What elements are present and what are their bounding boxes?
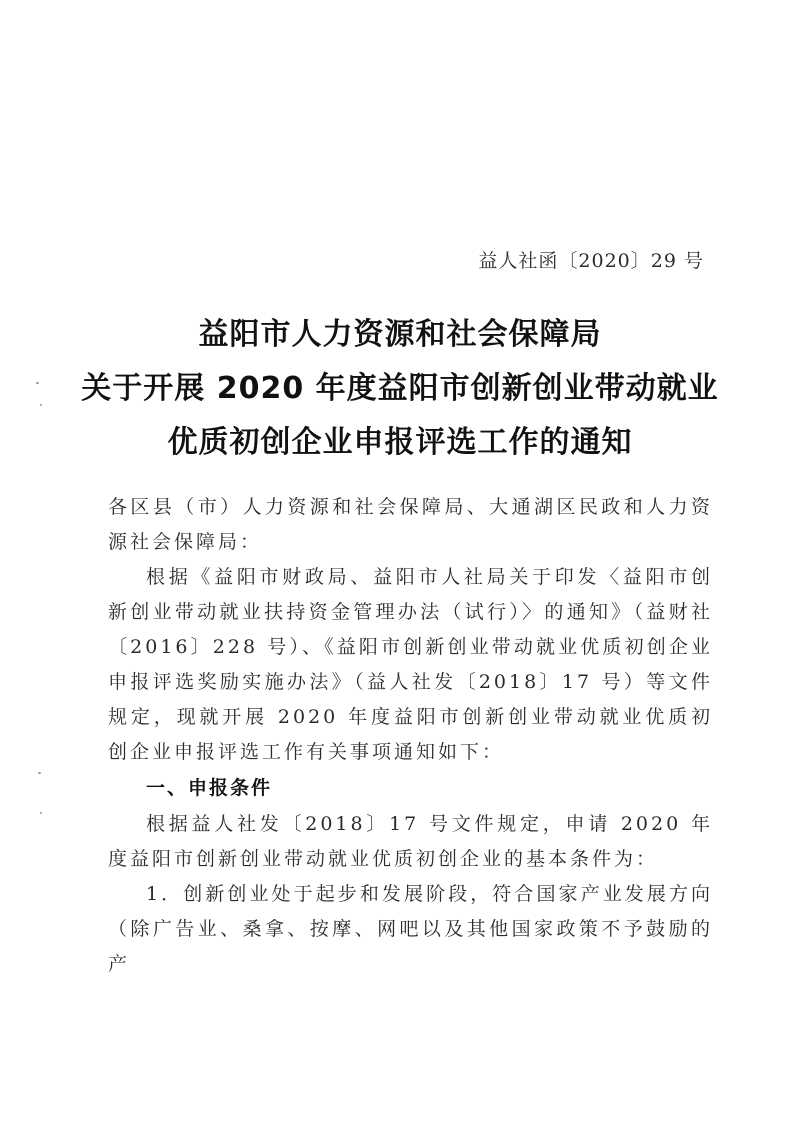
title-line-2: 关于开展 2020 年度益阳市创新创业带动就业 — [81, 371, 719, 406]
salutation: 各区县（市）人力资源和社会保障局、大通湖区民政和人力资源社会保障局： — [108, 496, 713, 553]
scan-speck — [38, 772, 41, 774]
condition-item-1: 1．创新创业处于起步和发展阶段，符合国家产业发展方向（除广告业、桑拿、按摩、网吧以及其他国家政策不予鼓励的产 — [108, 883, 713, 975]
title-line-1: 益阳市人力资源和社会保障局 — [198, 317, 602, 352]
document-number: 益人社函〔2020〕29 号 — [478, 250, 704, 272]
scan-speck — [40, 812, 42, 814]
document-body — [108, 490, 713, 982]
section-paragraph: 根据益人社发〔2018〕17 号文件规定，申请 2020 年度益阳市创新创业带动就业优质初创企业的基本条件为： — [108, 813, 713, 870]
title-line-3: 优质初创企业申报评选工作的通知 — [167, 425, 633, 460]
intro-paragraph: 根据《益阳市财政局、益阳市人社局关于印发〈益阳市创新创业带动就业扶持资金管理办法（试行）〉的通知》（益财社〔2016〕228 号）、《益阳市创新创业带动就业优质初创企业申报评选奖励实施办法》（益人社发〔2018〕17 号）等文件规定，现就开展 2020 年度益阳市创新创业带动就业优质初创企业申报评选工作有关事项通知如下： — [108, 566, 713, 763]
section-heading-application-conditions: 一、申报条件 — [146, 777, 273, 799]
document-title — [0, 308, 800, 470]
